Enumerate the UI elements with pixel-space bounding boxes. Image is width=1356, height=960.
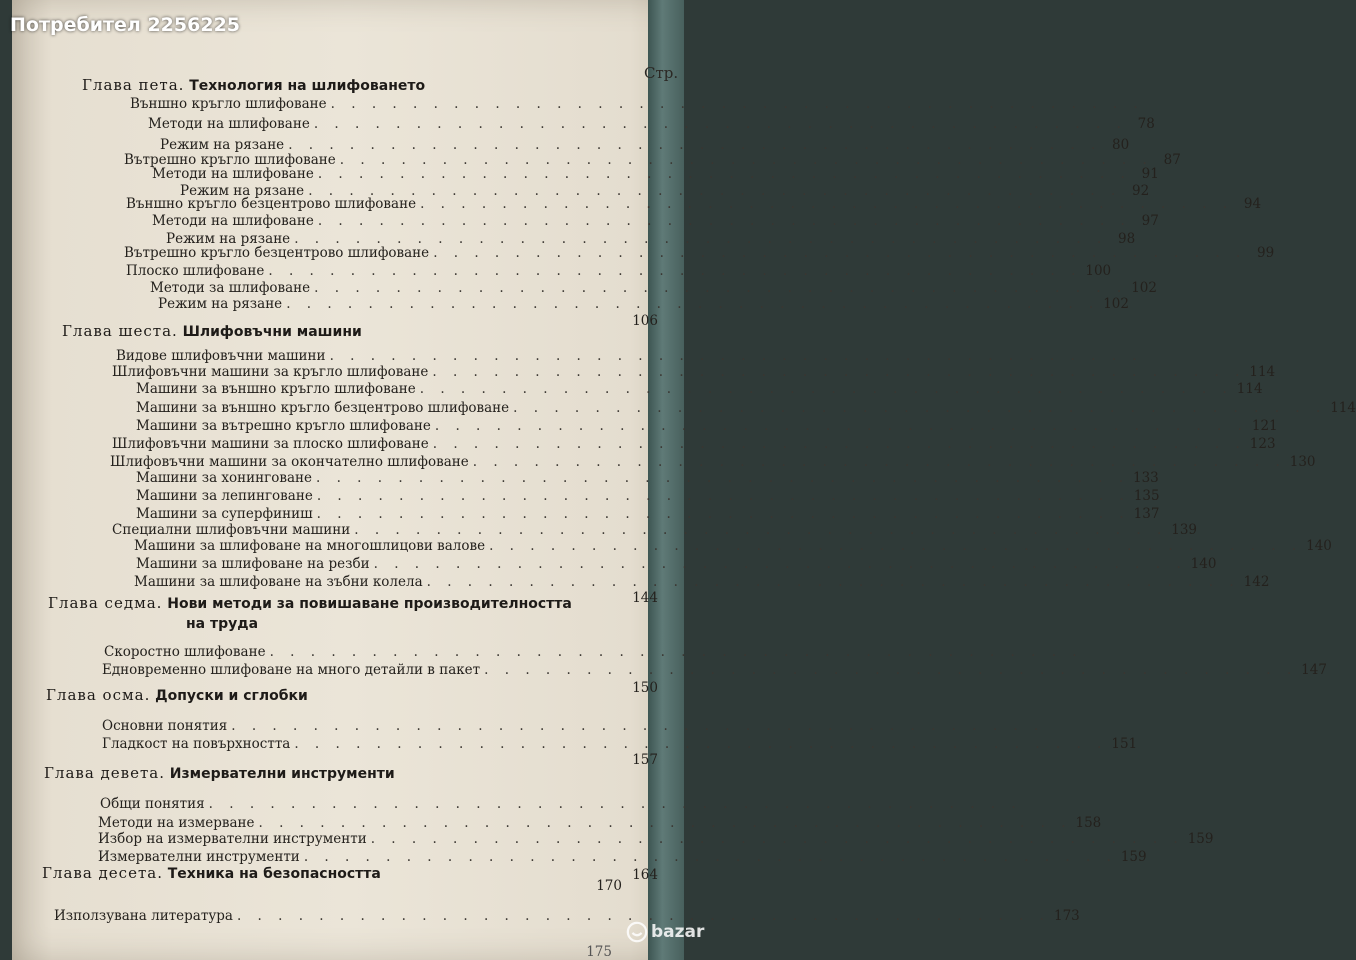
toc-entry-title: Шлифовъчни машини за кръгло шлифоване [112, 364, 429, 380]
toc-page-number: 99 [1257, 245, 1275, 261]
leader-dots: . . . . . . . . . . . . . . . . . . . . . . . . . . . . . . . . . . . . . . . . [316, 506, 1130, 522]
chapter-title: Нови методи за повишаване производителността [167, 596, 572, 612]
toc-entry [136, 506, 1160, 522]
chapter-10-page: 170 [596, 878, 622, 894]
toc-entry [152, 166, 1159, 182]
toc-page-number: 157 [632, 752, 658, 768]
leader-dots: . . . . . . . . . . . . . . . . . . . . . . . . . . . . . . . . . . . . . . . . [370, 831, 1184, 847]
leader-dots: . . . . . . . . . . . . . . . . . . . . . . . . . . . . . . . . . . . . . . . . [288, 137, 1102, 153]
toc-entry [136, 381, 1263, 397]
toc-entry-title: Режим на рязане [166, 231, 291, 247]
toc-page-number: 114 [1330, 400, 1356, 416]
toc-page-number: 147 [1301, 662, 1327, 678]
toc-entry-title: Режим на рязане [158, 296, 283, 312]
toc-page-number: 139 [1171, 522, 1198, 538]
toc-page-number: 159 [1120, 849, 1147, 865]
toc-entry [150, 280, 1157, 296]
leader-dots: . . . . . . . . . . . . . . . . . . . . . . . . . . . . . . . . . . . . . . . . [294, 231, 1108, 247]
toc-page-number: 151 [1111, 736, 1138, 752]
toc-entry-title: Методи на шлифоване [148, 116, 310, 132]
toc-entry [102, 662, 1327, 678]
toc-entry [160, 137, 1130, 153]
toc-page-number: 80 [1112, 137, 1130, 153]
leader-dots: . . . . . . . . . . . . . . . . . . . . . . . . . . . . . . . . . . . . . . . . [484, 662, 1298, 678]
toc-entry-title: Машини за лепинговане [136, 488, 313, 504]
toc-entry-title: Специални шлифовъчни машини [112, 522, 351, 538]
toc-entry [136, 556, 1217, 572]
leader-dots: . . . . . . . . . . . . . . . . . . . . . . . . . . . . . . . . . . . . . . . . [472, 454, 1286, 470]
toc-entry-title: Използувана литература [54, 908, 233, 924]
toc-entry-title: Машини за шлифоване на зъбни колела [134, 574, 423, 590]
toc-page-number: 102 [1131, 280, 1157, 296]
book-page [12, 0, 1356, 960]
toc-page-number: 135 [1133, 488, 1160, 504]
leader-dots: . . . . . . . . . . . . . . . . . . . . . . . . . . . . . . . . . . . . . . . . [489, 538, 1303, 554]
toc-page-number: 102 [1103, 296, 1129, 312]
toc-page-number: 106 [632, 313, 658, 329]
toc-entry [100, 796, 1022, 812]
toc-page-number: 94 [1243, 196, 1262, 212]
toc-entry-title: Скоростно шлифоване [104, 644, 266, 660]
leader-dots: . . . . . . . . . . . . . . . . . . . . . . . . . . . . . . . . . . . . . . . . [314, 280, 1128, 296]
toc-entry-title: Машини за шлифоване на резби [136, 556, 370, 572]
toc-page-number: 114 [1249, 364, 1276, 380]
toc-page-number: 121 [1251, 418, 1278, 434]
toc-page-number: 158 [1075, 815, 1102, 831]
toc-entry-title: Външно кръгло безцентрово шлифоване [126, 196, 417, 212]
leader-dots: . . . . . . . . . . . . . . . . . . . . . . . . . . . . . . . . . . . . . . . . [313, 116, 1127, 132]
toc-entry-title: Методи на шлифоване [152, 213, 314, 229]
toc-entry [98, 831, 1214, 847]
chapter-title: Измервателни инструменти [169, 766, 395, 782]
leader-dots: . . . . . . . . . . . . . . . . . . . . . . . . . . . . . . . . . . . . . . . . [294, 736, 1108, 752]
toc-entry [112, 436, 1276, 452]
leader-dots: . . . . . . . . . . . . . . . . . . . . . . . . . . . . . . . . . . . . . . . . [373, 556, 1187, 572]
toc-entry [102, 736, 1138, 752]
toc-entry-title: Режим на рязане [180, 183, 305, 199]
chapter-label: Глава десета. [42, 864, 163, 882]
toc-entry-title: Едновременно шлифоване на много детайли в пакет [102, 662, 481, 678]
leader-dots: . . . . . . . . . . . . . . . . . . . . . . . . . . . . . . . . . . . . . . . . [268, 263, 1082, 279]
toc-entry [126, 263, 1112, 279]
toc-entry [152, 213, 1159, 229]
chapter-9-heading [44, 764, 395, 782]
chapter-title: Допуски и сглобки [155, 688, 308, 704]
toc-entry [98, 849, 1147, 865]
leader-dots: . . . . . . . . . . . . . . . . . . . . . . . . . . . . . . . . . . . . . . . . [329, 348, 1143, 364]
leader-dots: . . . . . . . . . . . . . . . . . . . . . . . . . . . . . . . . . . . . . . . . [354, 522, 1168, 538]
toc-page-number: 140 [1190, 556, 1217, 572]
leader-dots: . . . . . . . . . . . . . . . . . . . . . . . . . . . . . . . . . . . . . . . . [231, 718, 1045, 734]
toc-entry [136, 470, 1159, 486]
toc-page-number: 91 [1141, 166, 1159, 182]
leader-dots: . . . . . . . . . . . . . . . . . . . . . . . . . . . . . . . . . . . . . . . . [433, 245, 1247, 261]
toc-page-number: 114 [1236, 381, 1263, 397]
toc-page-number: 140 [1306, 538, 1332, 554]
toc-page-number: 123 [1249, 436, 1276, 452]
leader-dots: . . . . . . . . . . . . . . . . . . . . . . . . . . . . . . . . . . . . . . . . [420, 196, 1234, 212]
toc-entry [136, 418, 1278, 434]
leader-dots: . . . . . . . . . . . . . . . . . . . . . . . . . . . . . . . . . . . . . . . . [317, 213, 1131, 229]
toc-entry [112, 364, 1276, 380]
chapter-title-continued: на труда [186, 616, 259, 632]
toc-entry [136, 400, 1356, 416]
toc-entry-title: Общи понятия [100, 796, 205, 812]
next-page-number-partial: 175 [586, 944, 612, 960]
toc-entry-title: Видове шлифовъчни машини [116, 348, 326, 364]
leader-dots: . . . . . . . . . . . . . . . . . . . . . . . . . . . . . . . . . . . . . . . . [269, 644, 1083, 660]
logo-text: bazar [651, 922, 705, 942]
site-logo [626, 912, 710, 952]
leader-dots: . . . . . . . . . . . . . . . . . . . . . . . . . . . . . . . . . . . . . . . . [432, 436, 1246, 452]
leader-dots: . . . . . . . . . . . . . . . . . . . . . . . . . . . . . . . . . . . . . . . . [308, 183, 1122, 199]
toc-page-number: 137 [1133, 506, 1160, 522]
chapter-7-heading [48, 594, 572, 612]
toc-entry-title: Машини за шлифоване на многошлицови валове [134, 538, 486, 554]
leader-dots: . . . . . . . . . . . . . . . . . . . . . . . . . . . . . . . . . . . . . . . . [339, 152, 1153, 168]
leader-dots: . . . . . . . . . . . . . . . . . . . . . . . . . . . . . . . . . . . . . . . . [303, 849, 1117, 865]
leader-dots: . . . . . . . . . . . . . . . . . . . . . . . . . . . . . . . . . . . . . . . . [330, 96, 1144, 112]
logo-mark-icon [626, 921, 648, 943]
toc-page-number: 78 [1137, 116, 1155, 132]
toc-entry [124, 245, 1275, 261]
toc-entry-title: Вътрешно кръгло шлифоване [124, 152, 336, 168]
toc-page-number: 100 [1085, 263, 1112, 279]
toc-page-number: 98 [1118, 231, 1136, 247]
toc-page-number: 159 [1187, 831, 1214, 847]
toc-entry [136, 488, 1160, 504]
toc-page-number: 142 [1243, 574, 1270, 590]
toc-entry-title: Машини за суперфиниш [136, 506, 313, 522]
toc-entry-title: Вътрешно кръгло безцентрово шлифоване [124, 245, 430, 261]
toc-page-number: 144 [632, 590, 658, 606]
toc-entry-title: Шлифовъчни машини за плоско шлифоване [112, 436, 429, 452]
toc-entry-title: Машини за вътрешно кръгло шлифоване [136, 418, 431, 434]
toc-entry [112, 522, 1198, 538]
toc-entry [110, 454, 1316, 470]
chapter-label: Глава осма. [46, 686, 151, 704]
toc-entry-title: Режим на рязане [160, 137, 285, 153]
toc-page-number: 97 [1141, 213, 1159, 229]
toc-entry-title: Измервателни инструменти [98, 849, 300, 865]
toc-entry-title: Машини за външно кръгло безцентрово шлифоване [136, 400, 510, 416]
chapter-7-heading-line2 [186, 614, 258, 632]
toc-entry [98, 815, 1102, 831]
toc-entry-title: Избор на измервателни инструменти [98, 831, 367, 847]
toc-page-number: 92 [1132, 183, 1150, 199]
toc-entry-title: Методи за шлифоване [150, 280, 311, 296]
chapter-6-heading [62, 322, 362, 340]
leader-dots: . . . . . . . . . . . . . . . . . . . . . . . . . . . . . . . . . . . . . . . . [317, 166, 1131, 182]
chapter-5-heading [82, 76, 425, 94]
chapter-label: Глава девета. [44, 764, 166, 782]
toc-entry [54, 908, 1080, 924]
leader-dots: . . . . . . . . . . . . . . . . . . . . . . . . . . . . . . . . . . . . . . . . [316, 488, 1130, 504]
chapter-title: Технология на шлифоването [189, 78, 426, 94]
chapter-label: Глава пета. [82, 76, 185, 94]
leader-dots: . . . . . . . . . . . . . . . . . . . . . . . . . . . . . . . . . . . . . . . . [426, 574, 1240, 590]
leader-dots: . . . . . . . . . . . . . . . . . . . . . . . . . . . . . . . . . . . . . . . . [434, 418, 1248, 434]
chapter-10-heading [42, 864, 381, 882]
leader-dots: . . . . . . . . . . . . . . . . . . . . . . . . . . . . . . . . . . . . . . . . [258, 815, 1072, 831]
leader-dots: . . . . . . . . . . . . . . . . . . . . . . . . . . . . . . . . . . . . . . . . [208, 796, 1022, 812]
toc-page-number: 87 [1163, 152, 1181, 168]
chapter-label: Глава шеста. [62, 322, 178, 340]
toc-entry [130, 96, 1144, 112]
toc-entry [126, 196, 1262, 212]
toc-entry [116, 348, 1143, 364]
chapter-title: Техника на безопасността [167, 866, 381, 882]
toc-entry-title: Основни понятия [102, 718, 228, 734]
toc-entry-title: Плоско шлифоване [126, 263, 265, 279]
leader-dots: . . . . . . . . . . . . . . . . . . . . . . . . . . . . . . . . . . . . . . . . [236, 908, 1050, 924]
leader-dots: . . . . . . . . . . . . . . . . . . . . . . . . . . . . . . . . . . . . . . . . [513, 400, 1327, 416]
chapter-8-heading [46, 686, 308, 704]
toc-entry [104, 644, 1083, 660]
leader-dots: . . . . . . . . . . . . . . . . . . . . . . . . . . . . . . . . . . . . . . . . [432, 364, 1246, 380]
toc-entry-title: Машини за хонинговане [136, 470, 312, 486]
leader-dots: . . . . . . . . . . . . . . . . . . . . . . . . . . . . . . . . . . . . . . . . [286, 296, 1100, 312]
toc-entry-title: Методи на измерване [98, 815, 255, 831]
uploader-watermark: Потребител 2256225 [10, 14, 241, 36]
toc-entry-title: Методи на шлифоване [152, 166, 314, 182]
toc-entry-title: Машини за външно кръгло шлифоване [136, 381, 416, 397]
toc-entry [134, 538, 1332, 554]
toc-page-number: 150 [632, 680, 658, 696]
toc-entry-title: Гладкост на повърхността [102, 736, 291, 752]
toc-entry [102, 718, 1045, 734]
leader-dots: . . . . . . . . . . . . . . . . . . . . . . . . . . . . . . . . . . . . . . . . [315, 470, 1129, 486]
toc-page-number: 164 [632, 867, 658, 883]
toc-page-number: 173 [1053, 908, 1080, 924]
toc-entry-title: Външно кръгло шлифоване [130, 96, 327, 112]
page-column-label: Стр. [644, 64, 679, 82]
leader-dots: . . . . . . . . . . . . . . . . . . . . . . . . . . . . . . . . . . . . . . . . [419, 381, 1233, 397]
chapter-label: Глава седма. [48, 594, 163, 612]
toc-entry [158, 296, 1129, 312]
toc-page-number: 133 [1133, 470, 1159, 486]
toc-entry [134, 574, 1270, 590]
toc-entry [148, 116, 1155, 132]
chapter-title: Шлифовъчни машини [182, 324, 362, 340]
toc-page-number: 130 [1289, 454, 1316, 470]
toc-entry-title: Шлифовъчни машини за окончателно шлифоване [110, 454, 469, 470]
